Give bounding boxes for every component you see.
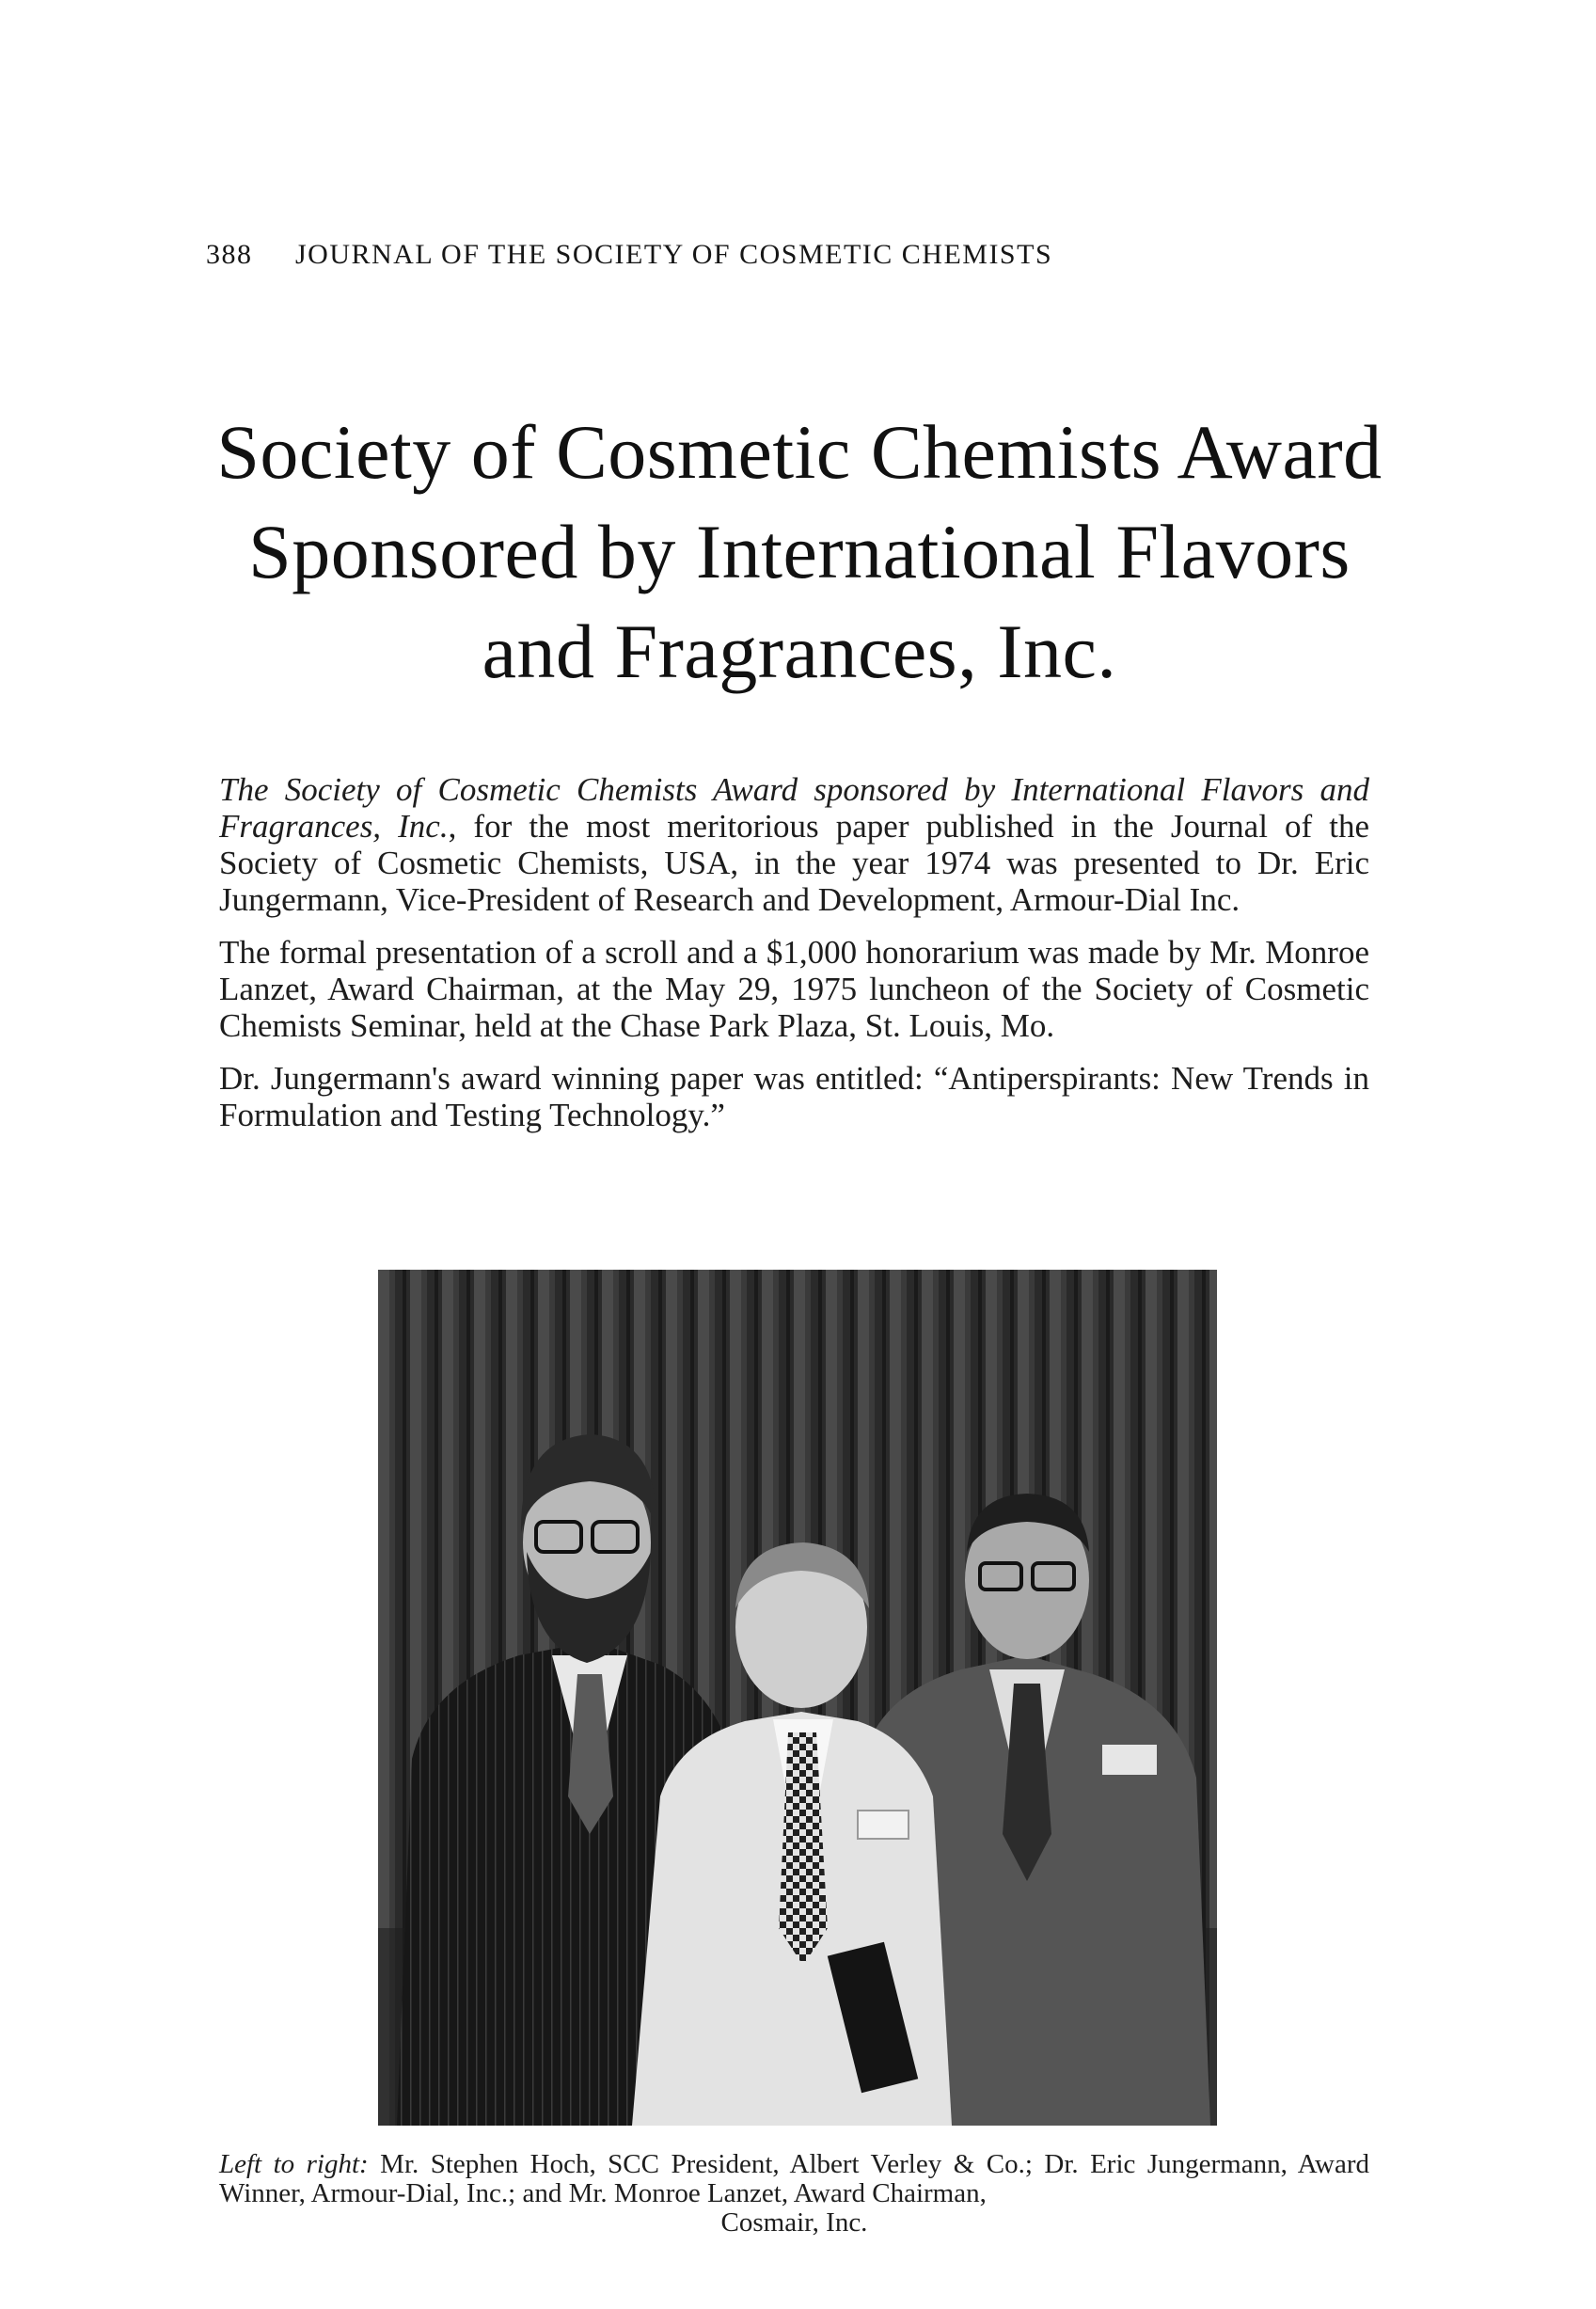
title-line-3: and Fragrances, Inc.: [482, 609, 1117, 694]
title-line-1: Society of Cosmetic Chemists Award: [216, 409, 1383, 495]
page-number: 388: [206, 239, 253, 270]
journal-title: JOURNAL OF THE SOCIETY OF COSMETIC CHEMISTS: [295, 239, 1053, 270]
figure-caption: [219, 2150, 1369, 2238]
title-line-2: Sponsored by International Flavors: [248, 509, 1351, 594]
paragraph-2: The formal presentation of a scroll and a $1,000 honorarium was made by Mr. Monroe Lanzet, Award Chairman, at the May 29, 1975 luncheon of the Society of Cosmetic Chemists Seminar, held at the Chase Park Plaza, St. Louis, Mo.: [219, 934, 1369, 1044]
paragraph-1: [219, 771, 1369, 918]
photograph-illustration: [378, 1270, 1217, 2126]
caption-text: Mr. Stephen Hoch, SCC President, Albert Verley & Co.; Dr. Eric Jungermann, Award Winner, Armour-Dial, Inc.; and Mr. Monroe Lanzet, Award Chairman,: [219, 2149, 1369, 2208]
caption-last-line: Cosmair, Inc.: [720, 2207, 868, 2238]
paragraph-1-text: , for the most meritorious paper published in the Journal of the Society of Cosmetic Chemists, USA, in the year 1974 was presented to Dr. Eric Jungermann, Vice-President of Research and Development, Armour-Dial Inc.: [219, 808, 1369, 918]
caption-lead: Left to right:: [219, 2149, 369, 2179]
paragraph-1-italic-lead: The Society of Cosmetic Chemists Award sponsored by International Flavors and Fragrances, Inc.: [219, 771, 1369, 845]
running-header: [206, 239, 1335, 271]
article-title: [188, 403, 1411, 702]
paragraph-3: Dr. Jungermann's award winning paper was entitled: “Antiperspirants: New Trends in Formulation and Testing Technology.”: [219, 1060, 1369, 1133]
award-photograph: [378, 1270, 1217, 2126]
article-body: [219, 771, 1369, 1149]
